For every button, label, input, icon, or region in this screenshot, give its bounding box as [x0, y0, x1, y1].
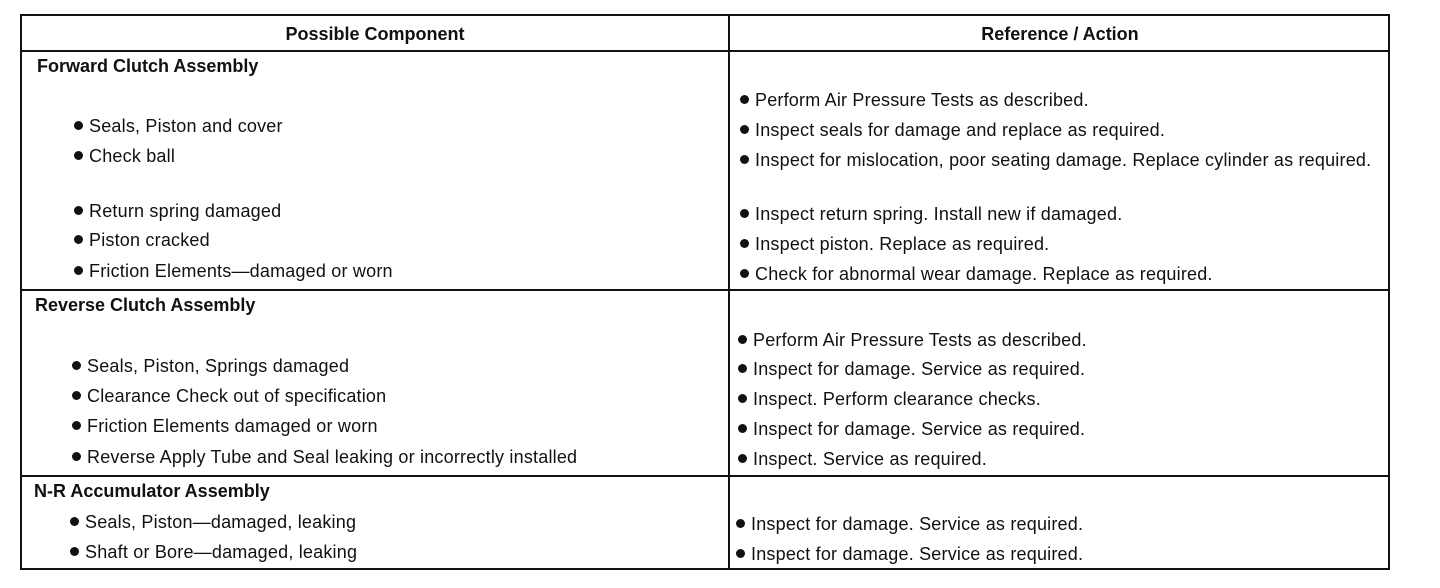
bullet-icon — [74, 235, 83, 244]
bullet-icon — [738, 364, 747, 373]
action-item: Check for abnormal wear damage. Replace as required. — [740, 264, 1213, 285]
action-item: Inspect. Perform clearance checks. — [738, 389, 1041, 410]
header-possible-component: Possible Component — [285, 24, 465, 44]
bullet-icon — [70, 547, 79, 556]
component-item: Clearance Check out of specification — [72, 386, 386, 407]
bullet-icon — [72, 452, 81, 461]
component-item: Shaft or Bore—damaged, leaking — [70, 542, 357, 563]
action-item: Inspect for damage. Service as required. — [736, 514, 1083, 535]
section-title-reverse-clutch: Reverse Clutch Assembly — [35, 295, 256, 315]
action-item: Inspect. Service as required. — [738, 449, 987, 470]
component-item: Seals, Piston and cover — [74, 116, 283, 137]
bullet-icon — [736, 519, 745, 528]
bullet-icon — [738, 394, 747, 403]
bullet-icon — [72, 421, 81, 430]
bullet-icon — [70, 517, 79, 526]
bullet-icon — [740, 209, 749, 218]
component-item: Check ball — [74, 146, 175, 167]
bullet-icon — [740, 125, 749, 134]
header-reference-action: Reference / Action — [981, 24, 1139, 44]
action-item: Inspect piston. Replace as required. — [740, 234, 1049, 255]
component-item: Piston cracked — [74, 230, 210, 251]
bullet-icon — [74, 206, 83, 215]
bullet-icon — [738, 454, 747, 463]
bullet-icon — [740, 239, 749, 248]
section-title-forward-clutch: Forward Clutch Assembly — [37, 56, 259, 76]
component-item: Seals, Piston—damaged, leaking — [70, 512, 356, 533]
bullet-icon — [740, 269, 749, 278]
bullet-icon — [74, 151, 83, 160]
row-divider-2 — [22, 475, 1388, 477]
component-item: Friction Elements damaged or worn — [72, 416, 378, 437]
bullet-icon — [738, 424, 747, 433]
bullet-icon — [740, 155, 749, 164]
action-item: Inspect for mislocation, poor seating damage. Replace cylinder as required. — [740, 148, 1376, 172]
row-divider-1 — [22, 289, 1388, 291]
bullet-icon — [72, 391, 81, 400]
bullet-icon — [72, 361, 81, 370]
action-item: Inspect for damage. Service as required. — [736, 544, 1083, 565]
bullet-icon — [74, 121, 83, 130]
action-item: Inspect return spring. Install new if damaged. — [740, 204, 1122, 225]
section-title-nr-accumulator: N-R Accumulator Assembly — [34, 481, 270, 501]
bullet-icon — [736, 549, 745, 558]
bullet-icon — [740, 95, 749, 104]
action-item: Inspect for damage. Service as required. — [738, 359, 1085, 380]
diagnosis-table — [20, 14, 1390, 570]
bullet-icon — [74, 266, 83, 275]
component-item: Return spring damaged — [74, 201, 281, 222]
action-item: Perform Air Pressure Tests as described. — [740, 90, 1089, 111]
action-item: Perform Air Pressure Tests as described. — [738, 330, 1087, 351]
component-item: Seals, Piston, Springs damaged — [72, 356, 349, 377]
bullet-icon — [738, 335, 747, 344]
header-divider — [22, 50, 1388, 52]
column-divider — [728, 16, 730, 568]
component-item: Friction Elements—damaged or worn — [74, 261, 393, 282]
component-item: Reverse Apply Tube and Seal leaking or incorrectly installed — [72, 447, 577, 468]
action-item: Inspect seals for damage and replace as required. — [740, 120, 1165, 141]
action-item: Inspect for damage. Service as required. — [738, 419, 1085, 440]
